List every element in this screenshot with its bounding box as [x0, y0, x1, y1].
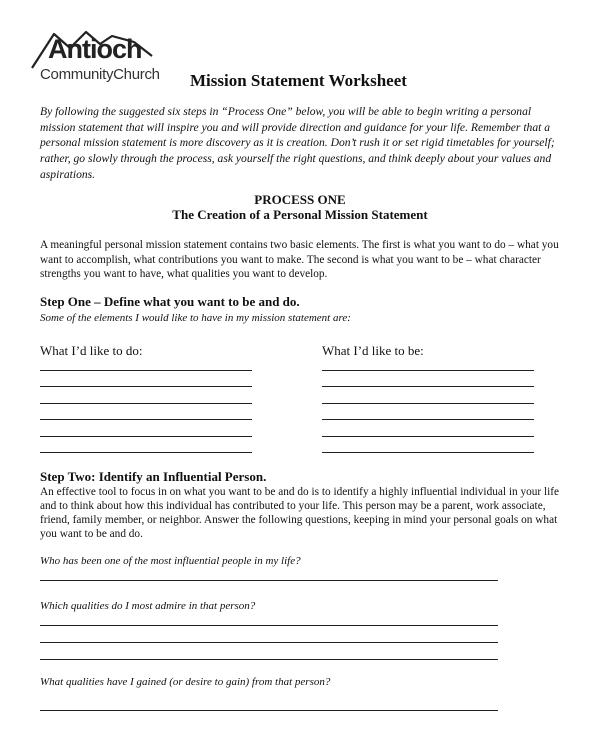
question-2-answer-line[interactable]	[40, 642, 498, 643]
page-title: Mission Statement Worksheet	[190, 71, 407, 90]
question-2-answer-line[interactable]	[40, 659, 498, 660]
step-two-heading: Step Two: Identify an Influential Person.	[40, 469, 267, 484]
question-2: Which qualities do I most admire in that person?	[40, 600, 256, 612]
do-answer-line[interactable]	[40, 403, 252, 404]
question-3-answer-line[interactable]	[40, 710, 498, 711]
question-2-answer-line[interactable]	[40, 625, 498, 626]
logo-name: Antioch	[48, 34, 142, 64]
intro-paragraph: By following the suggested six steps in “Process One” below, you will be able to begin writing a personal mission statement that will inspire you and will provide direction and guidance for your life. Remember that a personal mission statement is more discovery as it is creation. Don’t rush it or set rigid timetables for yourself; rather, go slowly through the process, ask yourself the right questions, and think deeply about your values and aspirations.	[40, 105, 555, 181]
step-two-paragraph: An effective tool to focus in on what you want to be and do is to identify a highly influential individual in your life and to think about how this individual has contributed to your life. This person may be a parent, work associate, friend, family member, or neighbor. Answer the following questions, keeping in mind your personal goals on what you want to be and do.	[40, 486, 560, 540]
question-1: Who has been one of the most influential people in my life?	[40, 555, 301, 567]
be-answer-line[interactable]	[322, 403, 534, 404]
church-logo	[30, 26, 180, 84]
question-1-answer-line[interactable]	[40, 580, 498, 581]
do-answer-line[interactable]	[40, 452, 252, 453]
be-answer-line[interactable]	[322, 452, 534, 453]
step-one-subtitle: Some of the elements I would like to have in my mission statement are:	[40, 312, 351, 324]
do-answer-line[interactable]	[40, 436, 252, 437]
be-answer-line[interactable]	[322, 419, 534, 420]
step-one-heading: Step One – Define what you want to be and do.	[40, 294, 300, 309]
do-answer-line[interactable]	[40, 386, 252, 387]
be-answer-line[interactable]	[322, 386, 534, 387]
do-answer-line[interactable]	[40, 419, 252, 420]
do-answer-line[interactable]	[40, 370, 252, 371]
be-answer-line[interactable]	[322, 370, 534, 371]
question-3: What qualities have I gained (or desire to gain) from that person?	[40, 676, 331, 688]
logo-subtitle: CommunityChurch	[40, 66, 160, 83]
overview-paragraph: A meaningful personal mission statement contains two basic elements. The first is what you want to do – what you want to accomplish, what contributions you want to make. The second is what you want to be – what character strengths you want to have, what qualities you want to develop.	[40, 239, 559, 281]
do-column-label: What I’d like to do:	[40, 343, 143, 358]
process-subheading: The Creation of a Personal Mission Statement	[172, 207, 428, 222]
be-column-label: What I’d like to be:	[322, 343, 424, 358]
process-heading: PROCESS ONE	[254, 192, 346, 207]
be-answer-line[interactable]	[322, 436, 534, 437]
